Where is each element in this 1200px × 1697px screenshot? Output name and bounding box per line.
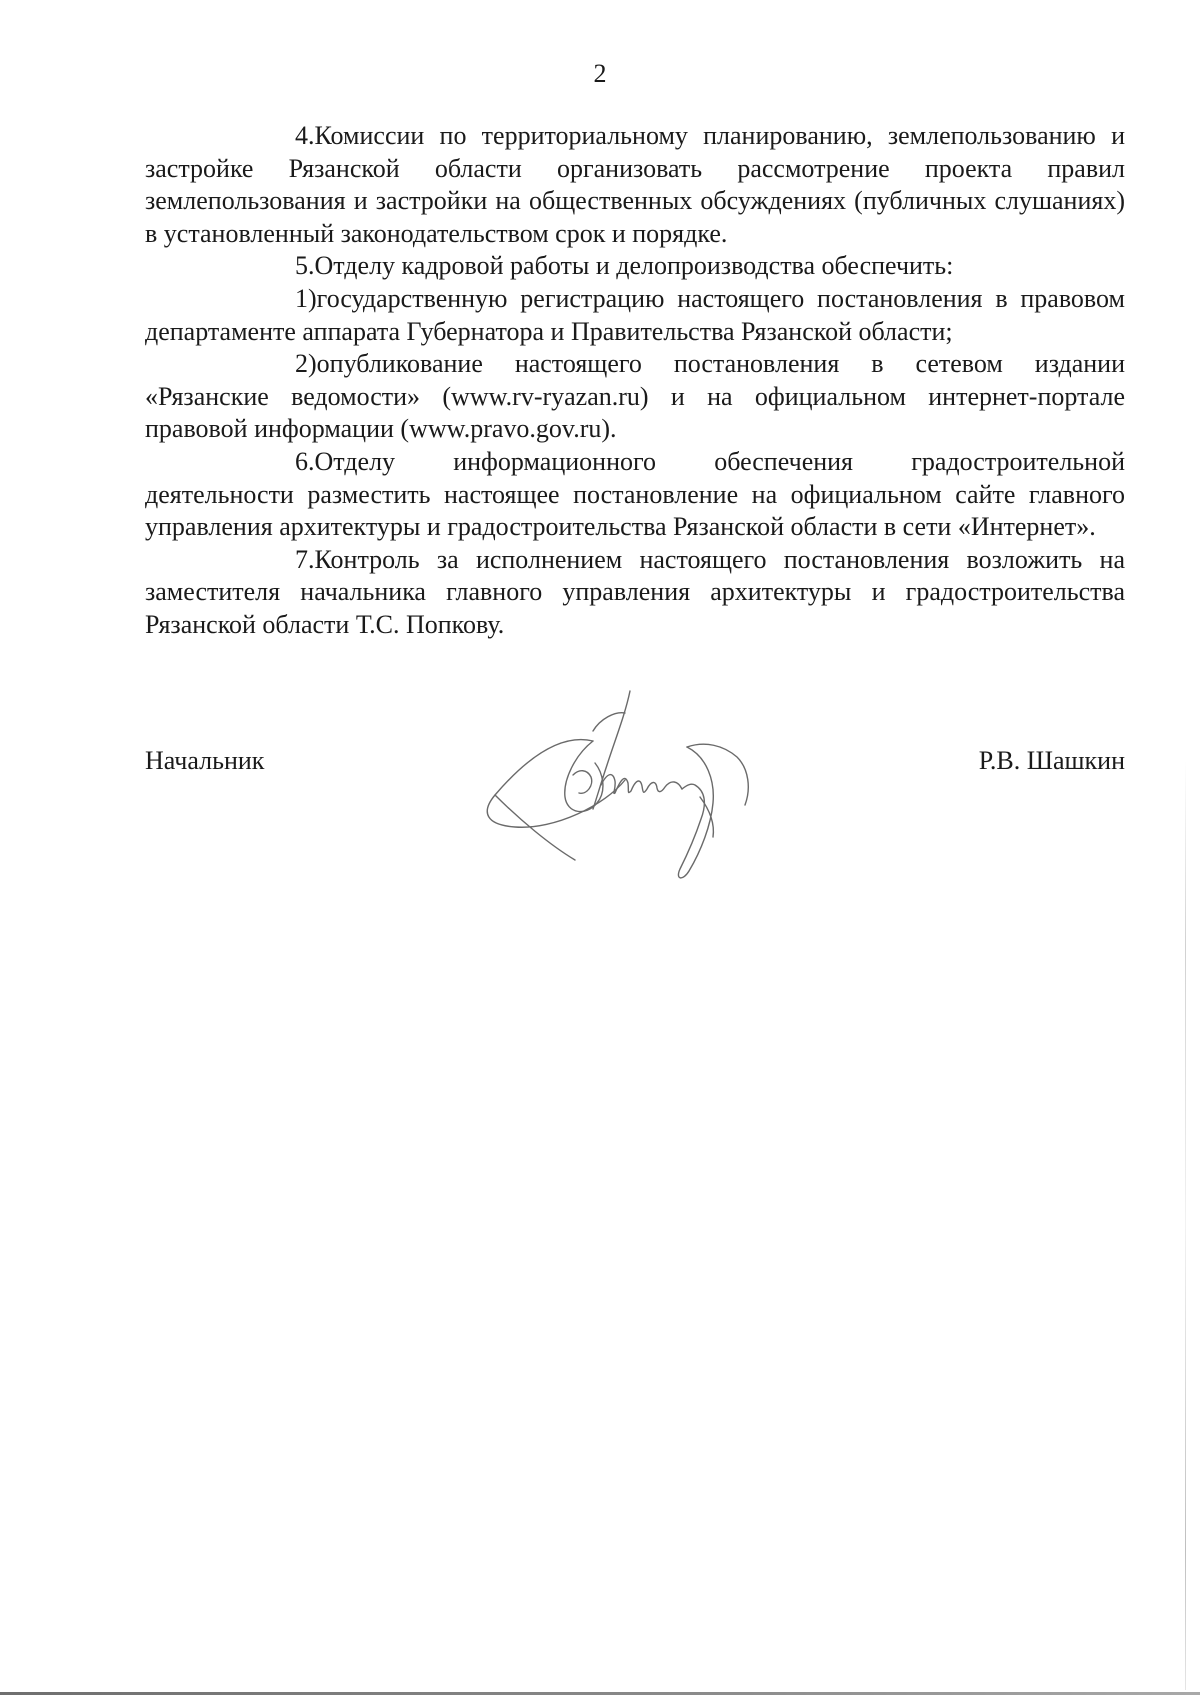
- paragraph-text: опубликование настоящего постановления в сетевом издании «Рязанские ведомости» (www.rv-ryazan.ru) и на официальном интернет-портале правовой информации (www.pravo.gov.ru).: [145, 349, 1125, 444]
- paragraph-text: Отделу информационного обеспечения градостроительной деятельности разместить настоящее постановление на официальном сайте главного управления архитектуры и градостроительства Рязанской области в сети «Интернет».: [145, 446, 1125, 542]
- handwritten-signature: [475, 685, 795, 900]
- paragraph-7: [145, 544, 1125, 642]
- paragraph-4: [145, 120, 1125, 250]
- paragraph-5: [145, 250, 1125, 283]
- paragraph-text: Комиссии по территориальному планированию, землепользованию и застройке Рязанской области организовать рассмотрение проекта правил землепользования и застройки на общественных обсуждениях (публичных слушаниях) в установленный законодательством срок и порядке.: [145, 121, 1125, 248]
- paragraph-text: Контроль за исполнением настоящего постановления возложить на заместителя начальника главного управления архитектуры и градостроительства Рязанской области Т.С. Попкову.: [145, 544, 1125, 639]
- scan-edge-shadow-right: [1185, 760, 1186, 1690]
- document-body: [145, 120, 1125, 642]
- scan-edge-shadow-bottom: [0, 1692, 1200, 1695]
- paragraph-number: 4.: [295, 121, 315, 150]
- subparagraph-number: 2): [295, 349, 317, 379]
- signer-position: Начальник: [145, 746, 265, 775]
- paragraph-text: Отделу кадровой работы и делопроизводства обеспечить:: [314, 251, 954, 281]
- paragraph-text: государственную регистрацию настоящего постановления в правовом департаменте аппарата Губернатора и Правительства Рязанской области;: [145, 283, 1125, 346]
- subparagraph-1: [145, 283, 1125, 348]
- subparagraph-2: [145, 348, 1125, 446]
- page-number: 2: [593, 59, 607, 88]
- signer-name: Р.В. Шашкин: [978, 746, 1125, 775]
- paragraph-number: 7.: [295, 544, 315, 574]
- paragraph-6: [145, 446, 1125, 544]
- subparagraph-number: 1): [295, 283, 317, 313]
- paragraph-number: 6.: [295, 446, 315, 476]
- paragraph-number: 5.: [295, 251, 315, 281]
